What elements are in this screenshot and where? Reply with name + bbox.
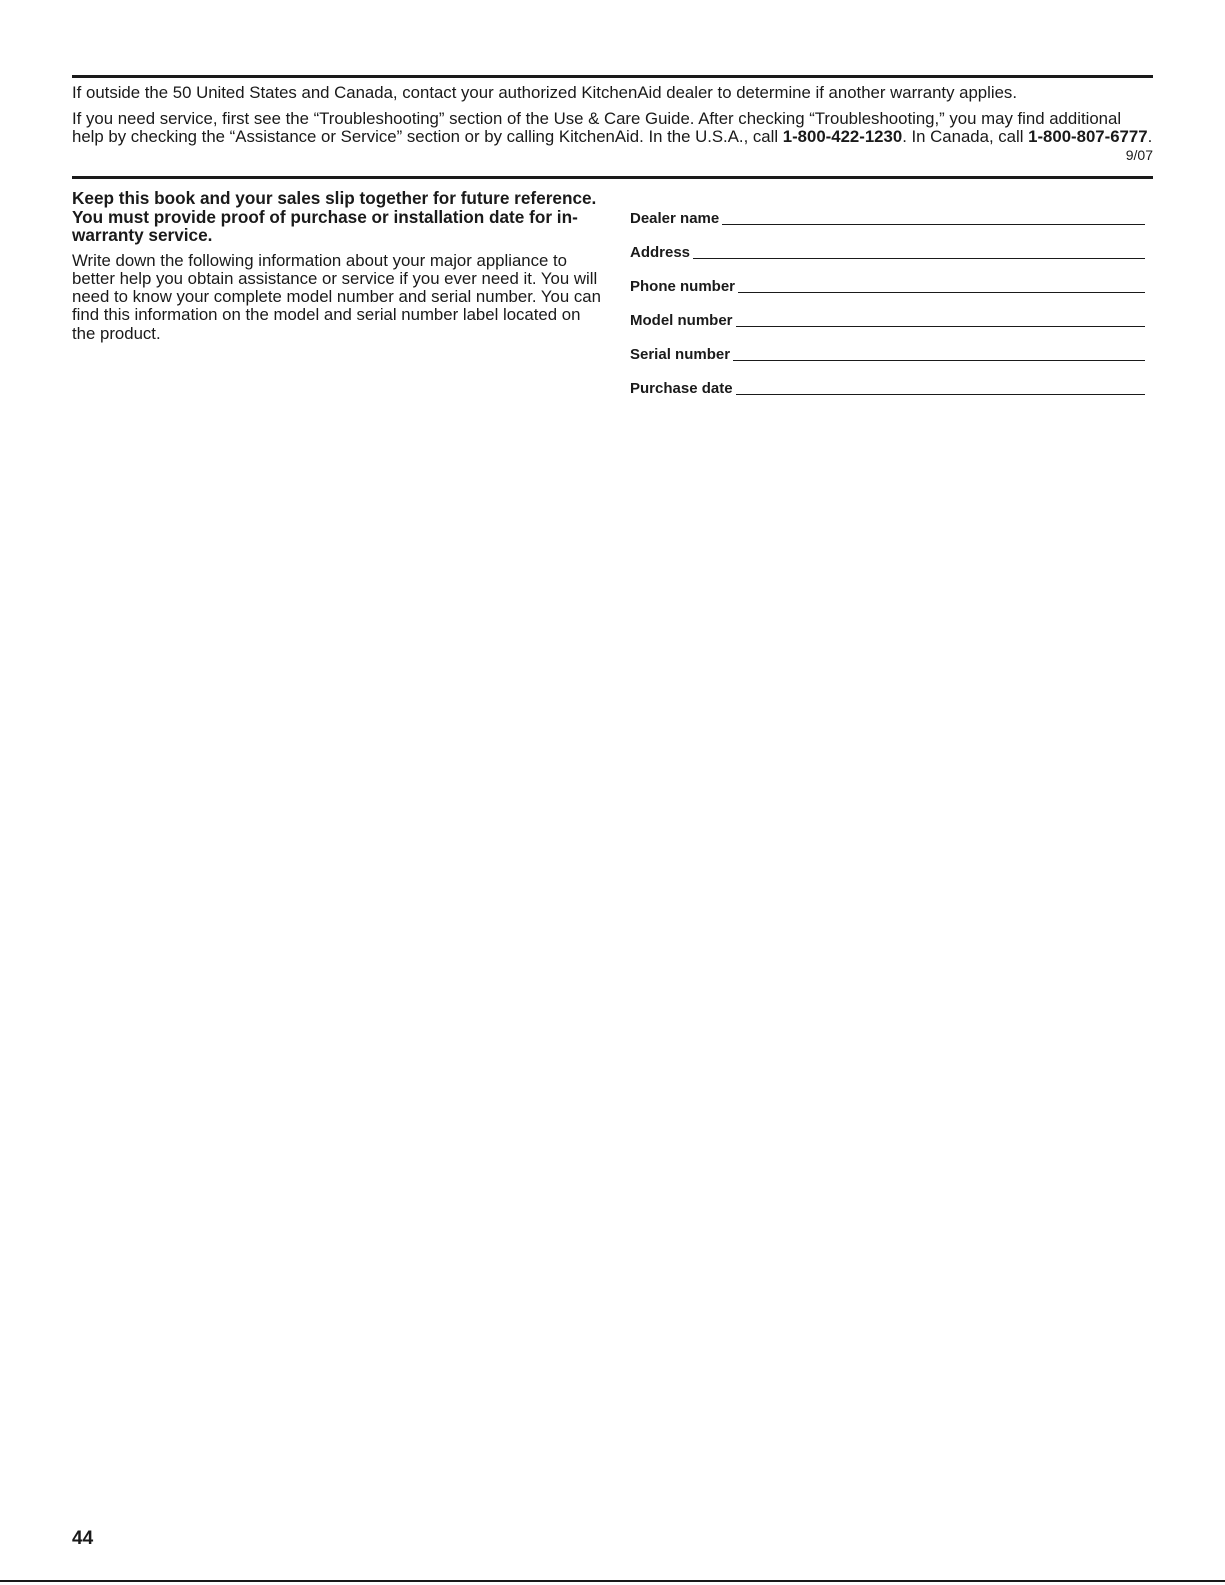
model-number-field — [630, 296, 1145, 330]
dealer-name-blank — [722, 210, 1145, 225]
page-number: 44 — [72, 1528, 94, 1549]
phone-number-field — [630, 262, 1145, 296]
records-instructions — [72, 189, 602, 343]
dealer-name-field — [630, 194, 1145, 228]
service-text-part1: If you need service, first see the “Troubleshooting” section of the Use & Care Guide. After checking “Troubleshooting,” you may find additional help by checking the “Assistance or Service” section or by calling KitchenAid. In the U.S.A., call — [72, 109, 1122, 146]
phone-number-blank — [738, 278, 1145, 293]
serial-number-label: Serial number — [630, 346, 731, 363]
address-blank — [693, 244, 1145, 259]
usa-phone-number: 1-800-422-1230 — [782, 127, 903, 146]
write-down-instructions: Write down the following information about your major appliance to better help you obtain assistance or service if you ever need it. You will need to know your complete model number and serial number. You can find this information on the model and serial number label located on the product. — [72, 250, 601, 343]
purchase-date-field — [630, 364, 1145, 398]
model-number-blank — [736, 312, 1145, 327]
service-text-part3: . — [1147, 127, 1153, 146]
service-help-note — [72, 110, 1153, 146]
top-divider — [72, 75, 1153, 78]
canada-phone-number: 1-800-807-6777 — [1028, 127, 1148, 146]
model-number-label: Model number — [630, 312, 733, 329]
keep-records-heading: Keep this book and your sales slip together for future reference. You must provide proof of purchase or installation date for in-warranty service. — [72, 188, 597, 245]
outside-warranty-note: If outside the 50 United States and Canada, contact your authorized KitchenAid dealer to determine if another warranty applies. — [72, 83, 1017, 102]
serial-number-field — [630, 330, 1145, 364]
phone-number-label: Phone number — [630, 278, 736, 295]
bottom-edge-line — [0, 1580, 1225, 1582]
service-text-part2: . In Canada, call — [902, 127, 1029, 146]
middle-divider — [72, 176, 1153, 179]
dealer-name-label: Dealer name — [630, 210, 720, 227]
address-label: Address — [630, 244, 691, 261]
revision-date-code: 9/07 — [1125, 147, 1153, 163]
purchase-date-label: Purchase date — [630, 380, 733, 397]
purchase-date-blank — [736, 380, 1145, 395]
serial-number-blank — [733, 346, 1145, 361]
address-field — [630, 228, 1145, 262]
appliance-record-form — [630, 194, 1145, 398]
